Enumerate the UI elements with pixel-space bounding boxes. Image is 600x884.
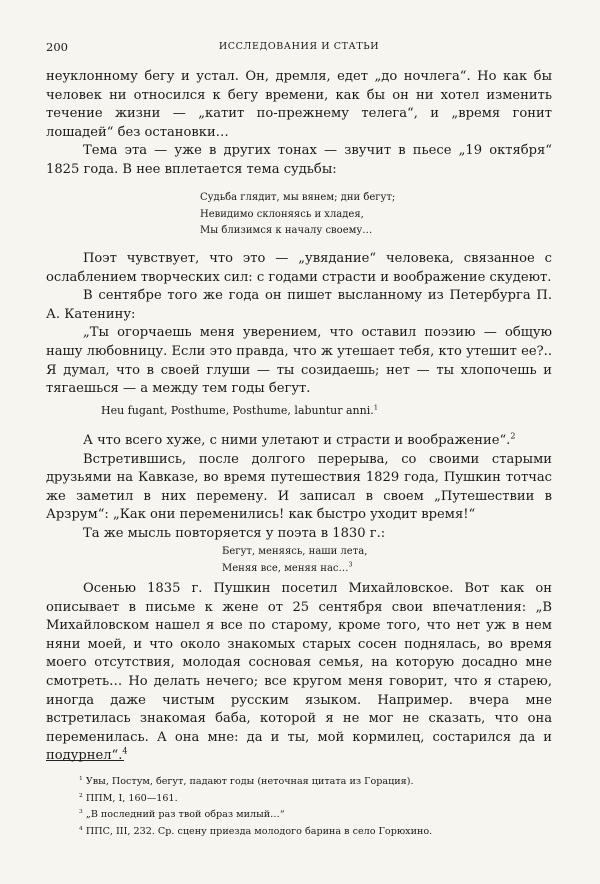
paragraph: Поэт чувствует, что это — „увядание“ человека, связанное с ослаблением творческих сил: с годами страсти и воображение скудеют.: [46, 251, 552, 285]
footnote-ref: 2: [510, 430, 516, 441]
paragraph: В сентябре того же года он пишет высланному из Петербурга П. А. Катенину:: [46, 288, 552, 322]
verse-line: Бегут, меняясь, наши лета,: [222, 546, 368, 557]
footnote-number: 2: [79, 791, 83, 799]
paragraph-text: Осенью 1835 г. Пушкин посетил Михайловское. Вот как он описывает в письме к жене от 25 сентября свои впечатления: „В Михайловском нашел я все по старому, кроме того, что нет уж в нем няни моей, и что около знакомых старых сосен поднялась, во время моего отсутствия, молодая сосновая семья, на которую досадно мне смотреть… Но делать нечего; все кругом меня говорит, что я старею, иногда даже чистым русским языком. Например. вчера мне встретилась знакомая баба, которой я не мог не сказать, что она переменилась. А она мне: да и ты, мой кормилец, состарился да и подурнел“.: [46, 581, 552, 764]
paragraph: [46, 432, 552, 451]
verse-line: [222, 561, 367, 578]
page-number: 200: [46, 40, 68, 54]
footnotes: [79, 774, 549, 840]
latin-quote-text: Heu fugant, Posthume, Posthume, labuntur anni.: [101, 404, 374, 417]
paragraph: неуклонному бегу и устал. Он, дремля, едет „до ночлега“. Но как бы человек ни относился к бегу времени, как бы он ни хотел изменить течение жизни — „катит по-прежнему телега“, и „время гонит лошадей“ без остановки…: [46, 69, 552, 140]
paragraph: Та же мысль повторяется у поэта в 1830 г.:: [83, 525, 386, 541]
footnote: [79, 774, 549, 791]
verse-quote-2: [222, 544, 367, 577]
footnote-ref: 3: [348, 561, 353, 569]
footnote-number: 3: [79, 807, 83, 815]
footnote: [79, 807, 549, 824]
footnote-text: „В последний раз твой образ милый…“: [85, 809, 285, 820]
verse-quote-1: [200, 190, 395, 240]
running-title: ИССЛЕДОВАНИЯ И СТАТЬИ: [218, 41, 380, 52]
footnote: [79, 824, 549, 841]
page-header: [46, 40, 552, 56]
paragraph-text: А что всего хуже, с ними улетают и страсти и воображение“.: [83, 433, 511, 448]
verse-line: Мы близимся к началу своему…: [200, 225, 373, 236]
footnote-number: 4: [79, 824, 83, 832]
paragraph: [46, 580, 552, 766]
paragraph: Тема эта — уже в других тонах — звучит в пьесе „19 октября“ 1825 года. В нее вплетается тема судьбы:: [46, 143, 552, 177]
verse-line: Судьба глядит, мы вянем; дни бегут;: [200, 192, 396, 203]
footnote-ref: 4: [122, 745, 128, 756]
text-block-3: [46, 432, 552, 544]
verse-line-text: Меняя все, меняя нас…: [222, 562, 349, 574]
footnote-text: ППС, III, 232. Ср. сцену приезда молодого барина в село Горюхино.: [85, 825, 433, 837]
paragraph: Встретившись, после долгого перерыва, со своими старыми друзьями на Кавказе, во время путешествия 1829 года, Пушкин тотчас же заметил в них перемену. И записал в своем „Путешествии в Арзрум“: „Как они переменились! как быстро уходит время!“: [46, 451, 552, 523]
footnote-text: ППМ, I, 160—161.: [85, 792, 178, 804]
latin-quote: [101, 404, 378, 417]
footnote-divider: [46, 760, 124, 761]
footnote: [79, 791, 549, 808]
text-block-2: [46, 250, 552, 399]
footnote-number: 1: [79, 774, 83, 782]
text-block-1: [46, 68, 552, 180]
verse-line: Невидимо склоняясь и хладея,: [200, 208, 364, 220]
footnote-text: Увы, Постум, бегут, падают годы (неточная цитата из Горация).: [85, 776, 414, 787]
footnote-ref: 1: [373, 403, 379, 412]
quote-paragraph: „Ты огорчаешь меня уверением, что оставил поэзию — общую нашу любовницу. Если это правда, что ж утешает тебя, кто утешит ее?.. Я думал, что в своей глуши — ты созидаешь; нет — ты хлопочешь и тягаешься — а между тем годы бегут.: [46, 325, 552, 397]
text-block-4: [46, 580, 552, 766]
